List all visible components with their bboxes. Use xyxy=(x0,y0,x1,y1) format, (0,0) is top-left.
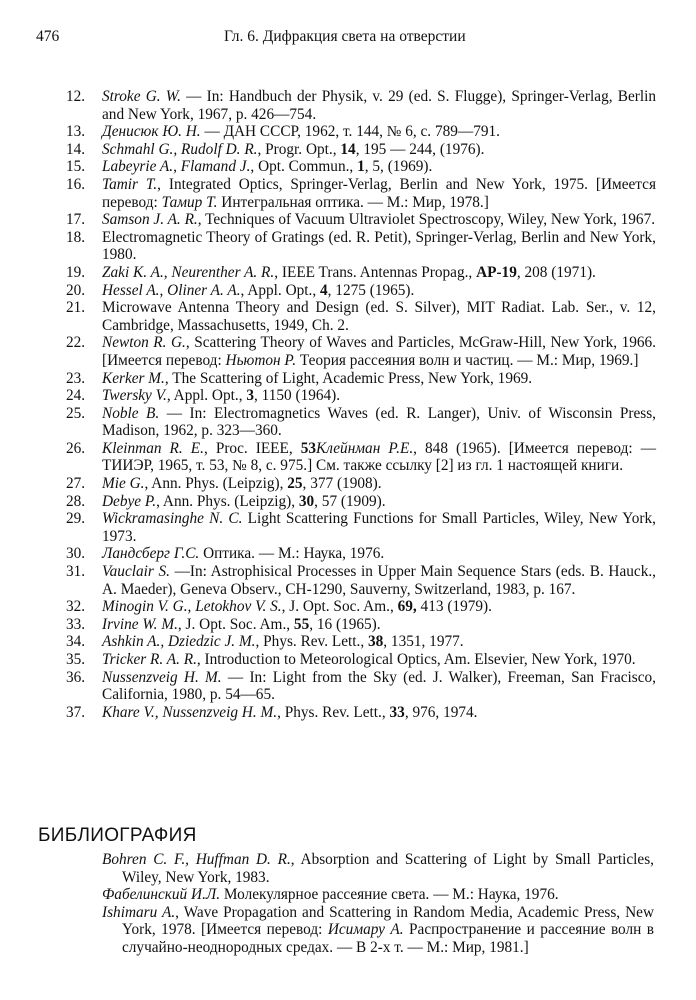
reference-body: Теория рассеяния волн и частиц. — М.: Мир, 1969.] xyxy=(296,351,639,369)
reference-body: , 1275 (1965). xyxy=(327,281,415,299)
reference-number: 27. xyxy=(66,475,86,493)
reference-volume: 30 xyxy=(298,492,315,510)
reference-list xyxy=(66,88,656,721)
bibliography-body: , Absorption and Scattering of Light by Small Particles, Wiley, New York, 1983. xyxy=(122,851,654,886)
reference-volume: 25 xyxy=(287,475,303,493)
reference-author: Vauclair S. xyxy=(102,563,170,581)
reference-translation-author: Клейнман Р.Е. xyxy=(316,439,414,457)
reference-number: 34. xyxy=(66,633,86,651)
reference-number: 15. xyxy=(66,158,86,176)
reference-number: 28. xyxy=(66,492,86,510)
reference-number: 23. xyxy=(66,369,86,387)
reference-text xyxy=(102,475,656,493)
bibliography-item xyxy=(102,886,654,904)
reference-item xyxy=(66,440,656,475)
bibliography-translation-author: Исимару А. xyxy=(327,921,404,939)
reference-item xyxy=(66,88,656,123)
reference-author: Irvine W. M. xyxy=(102,615,178,633)
reference-author: Ландсберг Г.С. xyxy=(102,545,200,563)
reference-body: — In: Light from the Sky (ed. J. Walker), Freeman, San Fracisco, California, 1980, p. 54—65. xyxy=(102,668,656,704)
reference-author: Tamir T. xyxy=(102,175,158,193)
reference-volume: 1 xyxy=(357,158,365,176)
reference-item xyxy=(66,334,656,369)
reference-author: Khare V., Nussenzveig H. M. xyxy=(102,703,278,721)
reference-text xyxy=(102,370,656,388)
reference-body: , 5, (1969). xyxy=(364,158,433,176)
reference-body: —In: Astrophisical Processes in Upper Main Sequence Stars (eds. B. Hauck., A. Maeder), Geneva Observ., CH-1290, Sauverny, Switzerland, 1983, p. 167. xyxy=(102,563,656,598)
reference-body: 413 (1979). xyxy=(416,598,492,616)
reference-text xyxy=(102,651,656,669)
reference-number: 32. xyxy=(66,598,86,616)
reference-text xyxy=(102,158,656,176)
reference-author: Денисюк Ю. Н. xyxy=(102,123,201,141)
reference-body: — In: Electromagnetics Waves (ed. R. Langer), Univ. of Wisconsin Press, Madison, 1962, p. 323—360. xyxy=(102,404,656,440)
reference-author: Labeyrie A., Flamand J. xyxy=(102,158,251,176)
reference-volume: 53 xyxy=(300,439,317,457)
reference-number: 22. xyxy=(66,334,86,352)
reference-author: Noble B. xyxy=(102,404,160,422)
reference-author: Ashkin A., Dziedzic J. M. xyxy=(102,633,256,651)
reference-number: 29. xyxy=(66,510,86,528)
reference-author: Zaki K. A., Neurenther A. R. xyxy=(102,263,275,281)
reference-item xyxy=(66,669,656,704)
reference-author: Minogin V. G., Letokhov V. S. xyxy=(102,598,282,616)
reference-text xyxy=(102,176,656,211)
reference-volume: 38 xyxy=(367,633,384,651)
reference-volume: 55 xyxy=(293,615,310,633)
reference-author: Newton R. G. xyxy=(102,334,186,352)
reference-body: , Scattering Theory of Waves and Particles, McGraw-Hill, New York, 1966. [Имеется перевод: xyxy=(102,334,656,369)
reference-text xyxy=(102,510,656,545)
reference-body: , The Scattering of Light, Academic Press, New York, 1969. xyxy=(164,369,533,387)
reference-body: Light Scattering Functions for Small Particles, Wiley, New York, 1973. xyxy=(102,510,657,545)
running-title: Гл. 6. Дифракция света на отверстии xyxy=(224,28,466,45)
reference-body: Интегральная оптика. — М.: Мир, 1978.] xyxy=(217,193,489,211)
reference-item xyxy=(66,475,656,493)
reference-number: 24. xyxy=(66,387,86,405)
reference-body: , 195 — 244, (1976). xyxy=(355,140,485,158)
reference-item xyxy=(66,493,656,511)
reference-text xyxy=(102,211,656,229)
reference-text xyxy=(102,405,656,440)
reference-author: Tricker R. A. R. xyxy=(102,651,197,668)
reference-item xyxy=(66,176,656,211)
reference-volume: 33 xyxy=(389,703,405,721)
reference-number: 35. xyxy=(66,651,86,668)
reference-body: , 57 (1909). xyxy=(314,492,386,510)
reference-item xyxy=(66,633,656,651)
bibliography-item xyxy=(102,851,654,886)
reference-item xyxy=(66,158,656,176)
reference-text xyxy=(102,299,656,334)
reference-number: 31. xyxy=(66,563,86,581)
reference-text xyxy=(102,545,656,563)
reference-body: Electromagnetic Theory of Gratings (ed. R. Petit), Springer-Verlag, Berlin and New York, 1980. xyxy=(102,228,656,264)
reference-number: 16. xyxy=(66,175,86,193)
reference-author: Schmahl G., Rudolf D. R. xyxy=(102,140,258,158)
page-header xyxy=(36,28,660,48)
bibliography-author: Ishimaru A. xyxy=(102,903,176,921)
reference-body: Оптика. — М.: Наука, 1976. xyxy=(199,545,385,563)
reference-item xyxy=(66,370,656,388)
reference-text xyxy=(102,282,656,300)
reference-volume: 69, xyxy=(397,598,417,616)
reference-body: , Phys. Rev. Lett., xyxy=(255,633,368,651)
reference-author: Samson J. A. R. xyxy=(102,211,198,229)
reference-item xyxy=(66,299,656,334)
reference-body: , 208 (1971). xyxy=(516,263,596,281)
reference-number: 25. xyxy=(66,404,86,422)
reference-number: 37. xyxy=(66,703,86,721)
bibliography-body: Молекулярное рассеяние света. — М.: Наука, 1976. xyxy=(220,886,559,904)
reference-body: , 1351, 1977. xyxy=(383,633,464,651)
bibliography-author: Фабелинский И.Л. xyxy=(102,886,221,904)
reference-number: 14. xyxy=(66,140,86,158)
bibliography-body: Распространение и рассеяние волн в случайно-неоднородных средах. — В 2-х т. — М.: Мир, 1981.] xyxy=(122,921,654,956)
reference-volume: 4 xyxy=(320,281,328,299)
reference-author: Debye P. xyxy=(102,492,157,510)
reference-volume: AP-19 xyxy=(476,263,517,281)
reference-text xyxy=(102,669,656,704)
reference-number: 36. xyxy=(66,668,86,686)
reference-author: Stroke G. W. xyxy=(102,88,181,105)
reference-translation-author: Ньютон Р. xyxy=(225,351,297,369)
reference-body: , Ann. Phys. (Leipzig), xyxy=(144,475,288,493)
reference-body: , J. Opt. Soc. Am., xyxy=(281,598,398,616)
reference-author: Wickramasinghe N. C. xyxy=(102,510,243,528)
reference-text xyxy=(102,123,656,141)
reference-author: Twersky V. xyxy=(102,387,167,405)
reference-body: , 1150 (1964). xyxy=(254,387,341,405)
reference-text xyxy=(102,440,656,475)
reference-item xyxy=(66,651,656,669)
reference-number: 21. xyxy=(66,299,86,317)
reference-item xyxy=(66,123,656,141)
reference-body: , Appl. Opt., xyxy=(240,281,320,299)
reference-body: , Techniques of Vacuum Ultraviolet Spectroscopy, Wiley, New York, 1967. xyxy=(197,211,656,229)
reference-body: — ТИИЭР, 1965, т. 53, № 8, с. 975.] См. также ссылку [2] из гл. 1 настоящей книги. xyxy=(102,439,656,475)
page-number: 476 xyxy=(36,28,60,45)
reference-body: , Appl. Opt., xyxy=(166,387,247,405)
reference-text xyxy=(102,141,656,159)
reference-number: 13. xyxy=(66,123,86,141)
reference-body: Microwave Antenna Theory and Design (ed. S. Silver), MIT Radiat. Lab. Ser., v. 12, Cambridge, Massachusetts, 1949, Ch. 2. xyxy=(102,299,656,334)
reference-number: 18. xyxy=(66,228,86,246)
reference-volume: 3 xyxy=(246,387,254,405)
reference-item xyxy=(66,563,656,598)
reference-number: 17. xyxy=(66,211,86,229)
reference-volume: 14 xyxy=(340,140,356,158)
reference-item xyxy=(66,141,656,159)
reference-body: — ДАН СССР, 1962, т. 144, № 6, с. 789—791. xyxy=(200,123,500,141)
reference-text xyxy=(102,704,656,722)
bibliography-author: Bohren C. F., Huffman D. R. xyxy=(102,851,291,868)
reference-body: , 848 (1965). [Имеется перевод: xyxy=(413,439,641,457)
bibliography-list xyxy=(102,851,654,957)
reference-item xyxy=(66,282,656,300)
reference-author: Nussenzveig H. M. xyxy=(102,668,222,686)
reference-text xyxy=(102,563,656,598)
reference-author: Kerker M. xyxy=(102,369,165,387)
reference-number: 19. xyxy=(66,263,86,281)
bibliography-body: , Wave Propagation and Scattering in Random Media, Academic Press, New York, 1978. [Имеется перевод: xyxy=(122,903,654,939)
reference-text xyxy=(102,334,656,369)
reference-item xyxy=(66,211,656,229)
reference-text xyxy=(102,264,656,282)
reference-author: Hessel A., Oliner A. A. xyxy=(102,281,241,299)
reference-number: 12. xyxy=(66,88,86,105)
reference-body: , Progr. Opt., xyxy=(257,140,341,158)
reference-item xyxy=(66,704,656,722)
reference-item xyxy=(66,598,656,616)
reference-author: Mie G. xyxy=(102,475,145,493)
reference-number: 30. xyxy=(66,545,86,563)
reference-text xyxy=(102,387,656,405)
reference-body: , 16 (1965). xyxy=(309,615,381,633)
reference-body: , Introduction to Meteorological Optics, Am. Elsevier, New York, 1970. xyxy=(196,651,636,668)
reference-text xyxy=(102,598,656,616)
reference-text xyxy=(102,88,656,123)
reference-author: Kleinman R. E. xyxy=(102,439,204,457)
reference-body: , Ann. Phys. (Leipzig), xyxy=(156,492,299,510)
reference-body: , 377 (1908). xyxy=(302,475,382,493)
bibliography-heading: БИБЛИОГРАФИЯ xyxy=(38,825,197,846)
reference-body: — In: Handbuch der Physik, v. 29 (ed. S. Flugge), Springer-Verlag, Berlin and New York, 1967, p. 426—754. xyxy=(102,88,656,123)
reference-item xyxy=(66,264,656,282)
reference-translation-author: Тамир Т. xyxy=(161,193,218,211)
reference-item xyxy=(66,616,656,634)
reference-body: , Proc. IEEE, xyxy=(203,439,301,457)
reference-number: 26. xyxy=(66,439,86,457)
reference-item xyxy=(66,229,656,264)
reference-text xyxy=(102,633,656,651)
reference-body: , Opt. Commun., xyxy=(250,158,358,176)
reference-text xyxy=(102,493,656,511)
reference-item xyxy=(66,510,656,545)
reference-item xyxy=(66,387,656,405)
bibliography-item xyxy=(102,904,654,957)
reference-body: , J. Opt. Soc. Am., xyxy=(177,615,294,633)
reference-body: , IEEE Trans. Antennas Propag., xyxy=(274,263,477,281)
reference-body: , Integrated Optics, Springer-Verlag, Berlin and New York, 1975. [Имеется перевод: xyxy=(102,175,656,211)
reference-body: , Phys. Rev. Lett., xyxy=(277,703,390,721)
reference-body: , 976, 1974. xyxy=(404,703,478,721)
reference-text xyxy=(102,229,656,264)
reference-item xyxy=(66,545,656,563)
reference-item xyxy=(66,405,656,440)
reference-number: 20. xyxy=(66,281,86,299)
reference-number: 33. xyxy=(66,615,86,633)
reference-text xyxy=(102,616,656,634)
